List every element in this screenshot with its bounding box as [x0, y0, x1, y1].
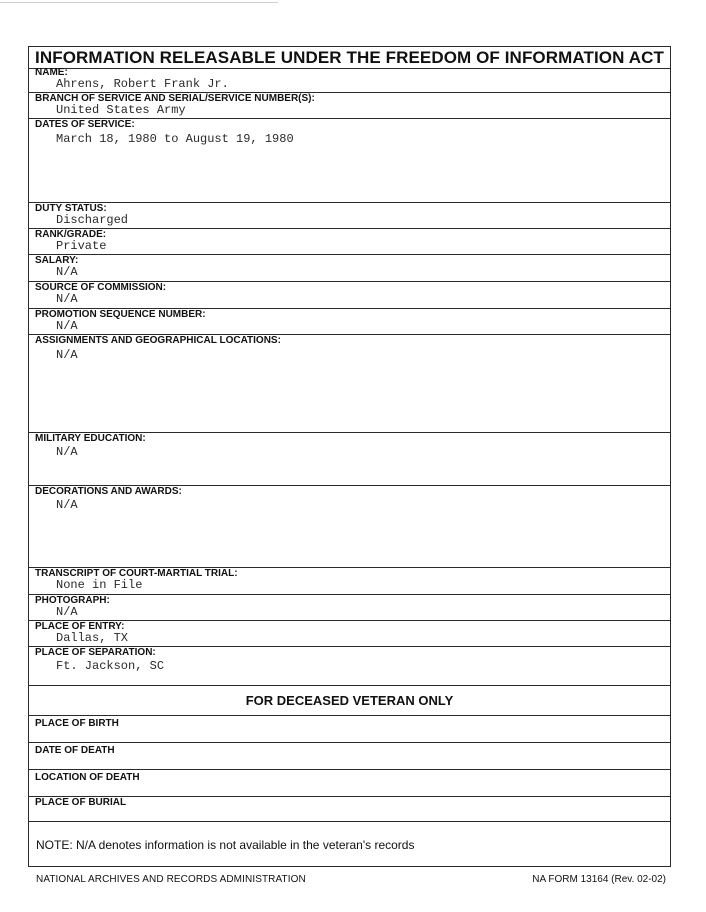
- field-death-date-label: DATE OF DEATH: [35, 745, 115, 756]
- field-place-of-separation: [29, 647, 670, 686]
- field-photograph-label: PHOTOGRAPH:: [35, 595, 110, 606]
- deceased-veteran-heading: FOR DECEASED VETERAN ONLY: [29, 686, 670, 716]
- field-assignments: [29, 335, 670, 433]
- field-commission-label: SOURCE OF COMMISSION:: [35, 282, 167, 293]
- field-decorations-label: DECORATIONS AND AWARDS:: [35, 486, 182, 497]
- field-place-of-burial: [29, 797, 670, 822]
- foia-form: [28, 46, 671, 867]
- field-birth-label: PLACE OF BIRTH: [35, 718, 119, 729]
- scan-edge-line: [0, 2, 278, 3]
- field-court-martial: [29, 568, 670, 595]
- field-rank-label: RANK/GRADE:: [35, 229, 107, 240]
- field-education-value: N/A: [56, 445, 78, 459]
- field-assignments-label: ASSIGNMENTS AND GEOGRAPHICAL LOCATIONS:: [35, 335, 281, 346]
- field-court-martial-value: None in File: [56, 578, 143, 592]
- field-court-martial-label: TRANSCRIPT OF COURT-MARTIAL TRIAL:: [35, 568, 238, 579]
- field-salary: [29, 255, 670, 282]
- field-location-of-death: [29, 770, 670, 797]
- field-entry-label: PLACE OF ENTRY:: [35, 621, 125, 632]
- field-salary-value: N/A: [56, 265, 78, 279]
- field-rank: [29, 229, 670, 255]
- field-name-label: NAME:: [35, 67, 68, 78]
- field-dates-value: March 18, 1980 to August 19, 1980: [56, 132, 294, 146]
- field-salary-label: SALARY:: [35, 255, 79, 266]
- field-dates-label: DATES OF SERVICE:: [35, 119, 135, 130]
- field-decorations: [29, 486, 670, 568]
- field-death-location-label: LOCATION OF DEATH: [35, 772, 140, 783]
- field-branch: [29, 93, 670, 119]
- na-note: NOTE: N/A denotes information is not available in the veteran's records: [36, 838, 415, 852]
- field-commission-value: N/A: [56, 292, 78, 306]
- field-branch-value: United States Army: [56, 103, 186, 117]
- field-entry-value: Dallas, TX: [56, 631, 129, 645]
- field-separation-label: PLACE OF SEPARATION:: [35, 647, 156, 658]
- footer-form-number: NA FORM 13164 (Rev. 02-02): [532, 874, 666, 885]
- field-decorations-value: N/A: [56, 498, 78, 512]
- field-duty-label: DUTY STATUS:: [35, 203, 107, 214]
- field-commission: [29, 282, 670, 309]
- field-promotion-value: N/A: [56, 319, 78, 333]
- field-photograph: [29, 595, 670, 621]
- field-military-education: [29, 433, 670, 486]
- footer-agency: NATIONAL ARCHIVES AND RECORDS ADMINISTRATION: [36, 874, 306, 885]
- field-duty-status: [29, 203, 670, 229]
- field-branch-label: BRANCH OF SERVICE AND SERIAL/SERVICE NUMBER(S):: [35, 93, 315, 104]
- field-education-label: MILITARY EDUCATION:: [35, 433, 146, 444]
- field-dates-of-service: [29, 119, 670, 203]
- field-place-of-entry: [29, 621, 670, 647]
- field-separation-value: Ft. Jackson, SC: [56, 659, 165, 673]
- field-rank-value: Private: [56, 239, 107, 253]
- field-burial-label: PLACE OF BURIAL: [35, 797, 127, 808]
- field-place-of-birth: [29, 716, 670, 743]
- field-promotion-label: PROMOTION SEQUENCE NUMBER:: [35, 309, 206, 320]
- field-assignments-value: N/A: [56, 348, 78, 362]
- form-title: INFORMATION RELEASABLE UNDER THE FREEDOM OF INFORMATION ACT: [29, 47, 670, 69]
- field-promotion: [29, 309, 670, 335]
- field-duty-value: Discharged: [56, 213, 129, 227]
- field-photograph-value: N/A: [56, 605, 78, 619]
- field-date-of-death: [29, 743, 670, 770]
- field-name-value: Ahrens, Robert Frank Jr.: [56, 77, 229, 91]
- field-name: [29, 67, 670, 93]
